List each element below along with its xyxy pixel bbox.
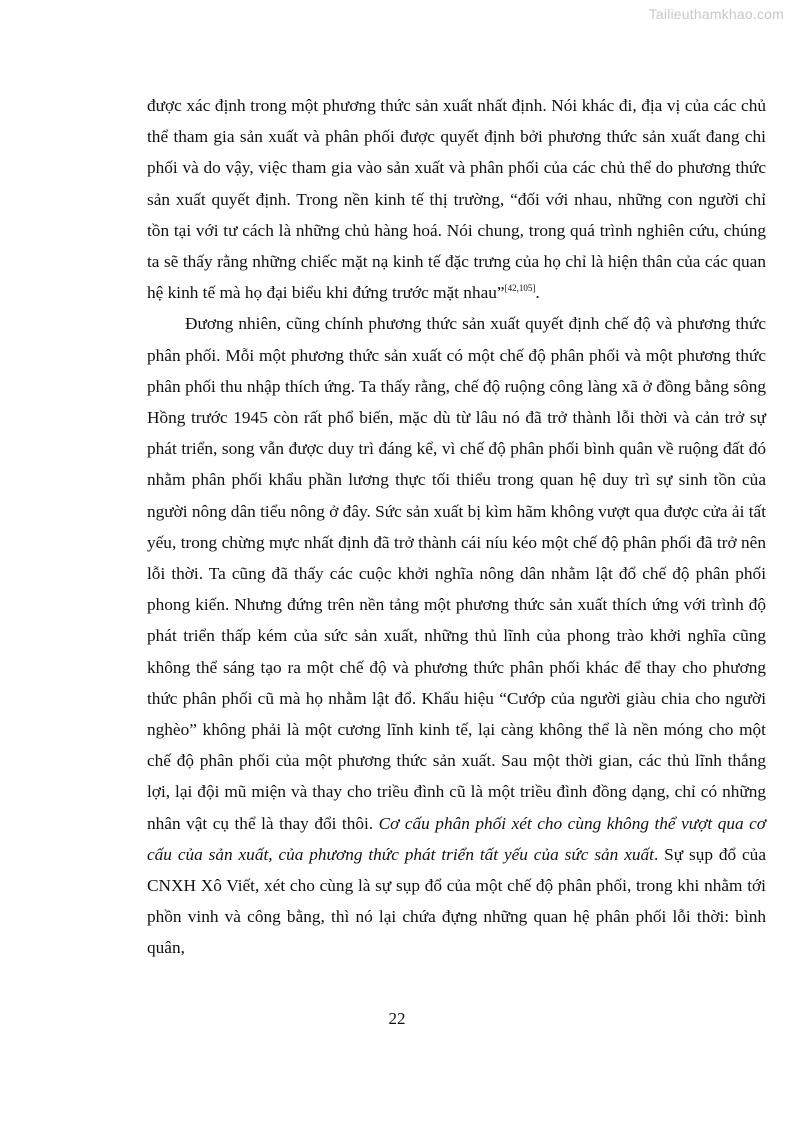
paragraph-2-italic: Cơ cấu phân phối xét cho cùng không thể vượt qua cơ cấu của sản xuất, của phương thức phát triển tất yếu của sức sản xuất: [147, 813, 767, 864]
paragraph-2-tail: . Sự sụp đổ của CNXH Xô Viết, xét cho cùng là sự sụp đổ của một chế độ phân phối, trong khi nhằm tới phồn vinh và công bằng, thì nó lại chứa đựng những quan hệ phân phối lỗi thời: bình quân,: [147, 844, 766, 958]
page-number: 22: [388, 1009, 406, 1028]
paragraph-1-text: được xác định trong một phương thức sản xuất nhất định. Nói khác đi, địa vị của các chủ thể tham gia sản xuất và phân phối được quyết định bởi phương thức sản xuất đang chi phối và do vậy, việc tham gia vào sản xuất và phân phối của các chủ thể do phương thức sản xuất quyết định. Trong nền kinh tế thị trường, “đối với nhau, những con người chỉ tồn tại với tư cách là những chủ hàng hoá. Nói chung, trong quá trình nghiên cứu, chúng ta sẽ thấy rằng những chiếc mặt nạ kinh tế đặc trưng của họ chỉ là hiện thân của các quan hệ kinh tế mà họ đại biểu khi đứng trước mặt nhau”: [147, 96, 766, 303]
watermark: Tailieuthamkhao.com: [648, 6, 784, 22]
document-body: [147, 90, 766, 964]
paragraph-1: [147, 90, 766, 308]
paragraph-1-end: .: [535, 283, 540, 303]
citation: [42,105]: [504, 283, 536, 294]
paragraph-2: [147, 308, 766, 963]
paragraph-2-text: Đương nhiên, cũng chính phương thức sản xuất quyết định chế độ và phương thức phân phối. Mỗi một phương thức sản xuất có một chế độ phân phối và một phương thức phân phối thu nhập thích ứng. Ta thấy rằng, chế độ ruộng công làng xã ở đồng bằng sông Hồng trước 1945 còn rất phổ biến, mặc dù từ lâu nó đã trở thành lỗi thời và cản trở sự phát triển, song vẫn được duy trì đáng kể, vì chế độ phân phối bình quân về ruộng đất đó nhằm phân phối khẩu phần lương thực tối thiểu trong quan hệ duy trì sự sinh tồn của người nông dân tiểu nông ở đây. Sức sản xuất bị kìm hãm không vượt qua được cửa ải tất yếu, trong chừng mực nhất định đã trở thành cái níu kéo một chế độ phân phối đã trở nên lỗi thời. Ta cũng đã thấy các cuộc khởi nghĩa nông dân nhằm lật đổ chế độ phân phối phong kiến. Nhưng đứng trên nền tảng một phương thức sản xuất thích ứng với trình độ phát triển thấp kém của sức sản xuất, những thủ lĩnh của phong trào khởi nghĩa cũng không thể sáng tạo ra một chế độ và phương thức phân phối khác để thay cho phương thức phân phối cũ mà họ nhằm lật đổ. Khẩu hiệu “Cướp của người giàu chia cho người nghèo” không phải là một cương lĩnh kinh tế, lại càng không thể là nền móng cho một chế độ phân phối của một phương thức sản xuất. Sau một thời gian, các thủ lĩnh thắng lợi, lại đội mũ miện và thay cho triều đình cũ là một triều đình đồng dạng, chỉ có những nhân vật cụ thể là thay đổi thôi.: [147, 314, 766, 833]
